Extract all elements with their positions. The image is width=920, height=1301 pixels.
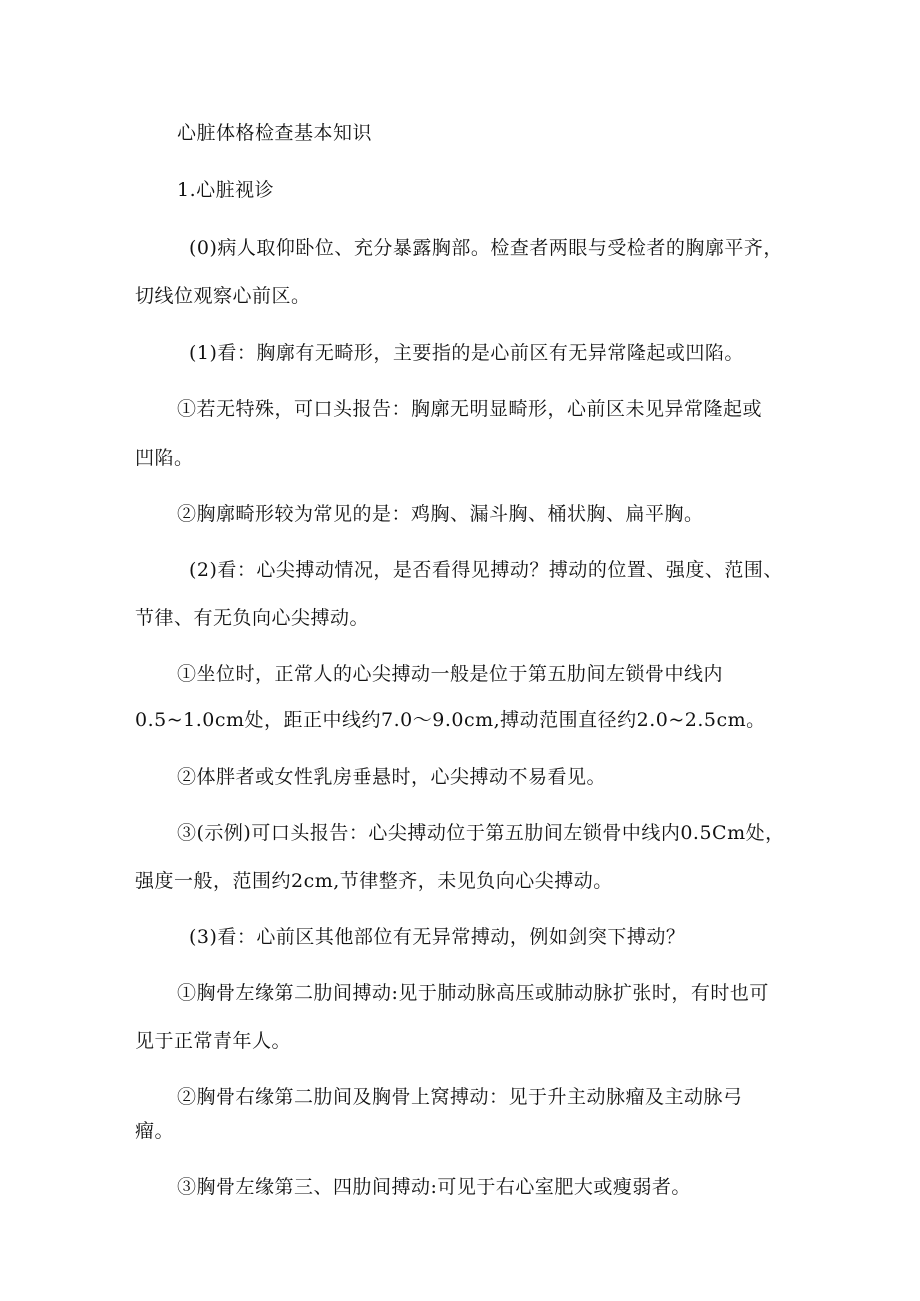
paragraph-line: 切线位观察心前区。: [135, 285, 311, 307]
paragraph-line: (2)看：心尖搏动情况，是否看得见搏动？搏动的位置、强度、范围、: [189, 559, 783, 581]
list-item-line: 见于正常青年人。: [135, 1030, 292, 1052]
paragraph-line: 节律、有无负向心尖搏动。: [135, 607, 370, 629]
list-item-line: 0.5~1.0cm处，距正中线约7.0～9.0cm,搏动范围直径约2.0~2.5cm。: [135, 709, 766, 731]
list-item-line: ①若无特殊，可口头报告：胸廓无明显畸形，心前区未见异常隆起或: [177, 398, 763, 420]
list-item-line: ①坐位时，正常人的心尖搏动一般是位于第五肋间左锁骨中线内: [177, 663, 724, 685]
paragraph-line: (0)病人取仰卧位、充分暴露胸部。检查者两眼与受检者的胸廓平齐，: [189, 237, 783, 259]
section-heading: 1.心脏视诊: [177, 179, 275, 201]
paragraph-line: (1)看：胸廓有无畸形，主要指的是心前区有无异常隆起或凹陷。: [189, 342, 744, 364]
list-item-line: ③胸骨左缘第三、四肋间搏动:可见于右心室肥大或瘦弱者。: [177, 1176, 691, 1198]
list-item-line: 瘤。: [135, 1120, 175, 1142]
list-item-line: ②体胖者或女性乳房垂悬时，心尖搏动不易看见。: [177, 766, 607, 788]
list-item-line: ②胸骨右缘第二肋间及胸骨上窝搏动：见于升主动脉瘤及主动脉弓: [177, 1086, 743, 1108]
paragraph-line: (3)看：心前区其他部位有无异常搏动，例如剑突下搏动？: [189, 926, 686, 948]
list-item-line: 强度一般，范围约2cm,节律整齐，未见负向心尖搏动。: [135, 870, 613, 892]
list-item-line: ①胸骨左缘第二肋间搏动:见于肺动脉高压或肺动脉扩张时，有时也可: [177, 982, 769, 1004]
document-title: 心脏体格检查基本知识: [177, 122, 373, 144]
list-item-line: ③(示例)可口头报告：心尖搏动位于第五肋间左锁骨中线内0.5Cm处，: [177, 822, 785, 844]
list-item-line: ②胸廓畸形较为常见的是：鸡胸、漏斗胸、桶状胸、扁平胸。: [177, 503, 704, 525]
list-item-line: 凹陷。: [135, 447, 194, 469]
